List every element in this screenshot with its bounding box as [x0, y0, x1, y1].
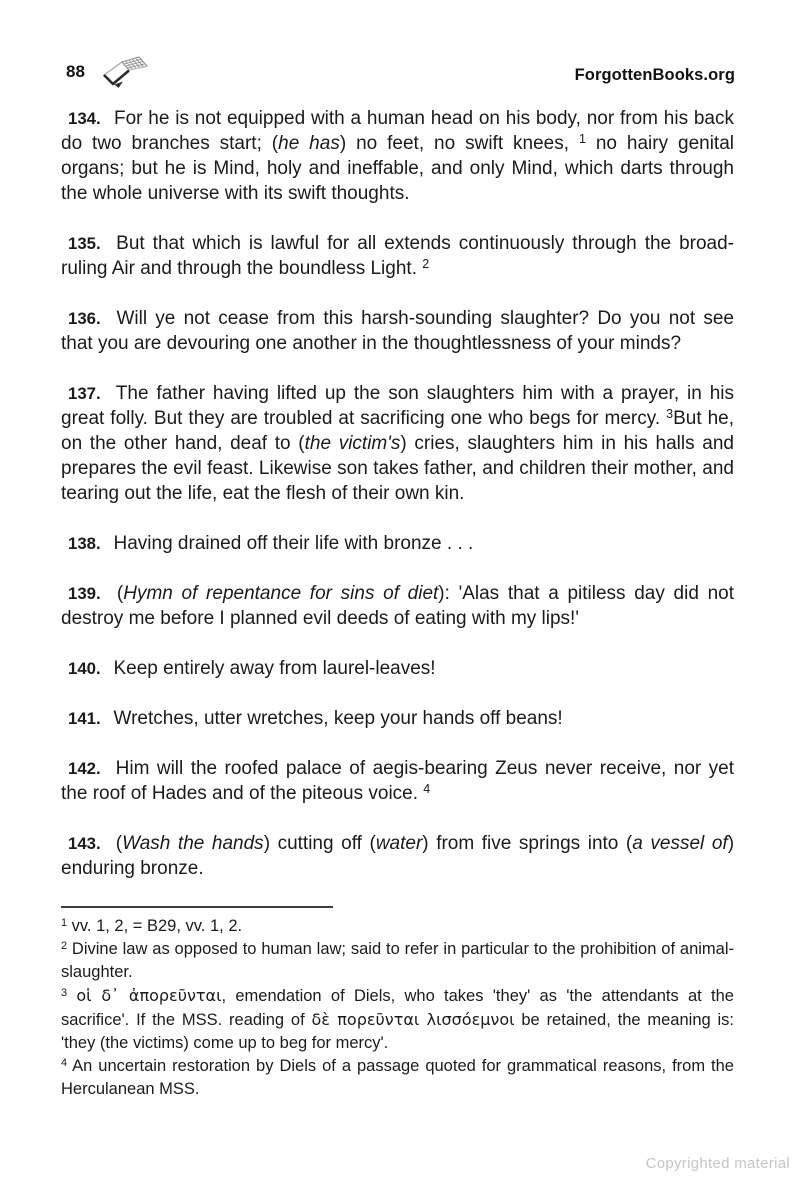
fragment-142: 142. Him will the roofed palace of aegis-bearing Zeus never receive, nor yet the roof of Hades and of the piteous voice. $^4$: [61, 758, 734, 804]
site-name: ForgottenBooks.org: [574, 66, 735, 84]
fragment-136: 136. Will ye not cease from this harsh-sounding slaughter? Do you not see that you are devouring one another in the thoughtlessness of your minds?: [61, 308, 734, 354]
page-content: [61, 106, 734, 1101]
footnote-1: $^1$ vv. 1, 2, = B29, vv. 1, 2.: [61, 916, 243, 935]
fragment-137: 137. The father having lifted up the son slaughters him with a prayer, in his great folly. But they are troubled at sacrificing one who begs for mercy. $^3$But he, on the other hand, deaf to (the victim's) cries, slaughters him in his halls and prepares the evil feast. Likewise son takes father, and children their mother, and tearing out the life, eat the flesh of their own kin.: [61, 383, 734, 504]
open-book-icon: [101, 54, 149, 103]
fragment-143: 143. (Wash the hands) cutting off (water) from five springs into (a vessel of) enduring bronze.: [61, 833, 735, 879]
fragment-138: 138. Having drained off their life with bronze . . .: [68, 533, 474, 554]
footnote-divider: [61, 906, 333, 908]
fragment-134: 134. For he is not equipped with a human head on his body, nor from his back do two branches start; (he has) no feet, no swift knees, $^1$ no hairy genital organs; but he is Mind, holy and ineffable, and only Mind, which darts through the whole universe with its swift thoughts.: [61, 108, 735, 204]
page-number: 88: [66, 62, 85, 81]
copyright-watermark: Copyrighted material: [645, 1155, 790, 1172]
fragment-135: 135. But that which is lawful for all extends continuously through the broad-ruling Air and through the boundless Light. $^2$: [61, 233, 734, 279]
fragment-141: 141. Wretches, utter wretches, keep your hands off beans!: [68, 708, 563, 729]
footnote-3: $^3$ οἱ δ᾽ ἀπορεῦνται, emendation of Diels, who takes 'they' as 'the attendants at the sacrifice'. If the MSS. reading of δὲ πορεῦνται λισσόεμνοι be retained, the meaning is: 'they (the victims) come up to beg for mercy'.: [61, 986, 735, 1052]
fragment-139: 139. (Hymn of repentance for sins of diet): 'Alas that a pitiless day did not destroy me before I planned evil deeds of eating with my lips!': [61, 583, 734, 629]
fragment-140: 140. Keep entirely away from laurel-leaves!: [68, 658, 436, 679]
footnote-4: $^4$ An uncertain restoration by Diels of a passage quoted for grammatical reasons, from the Herculanean MSS.: [61, 1056, 734, 1098]
footnote-2: $^2$ Divine law as opposed to human law; said to refer in particular to the prohibition of animal-slaughter.: [61, 939, 734, 981]
